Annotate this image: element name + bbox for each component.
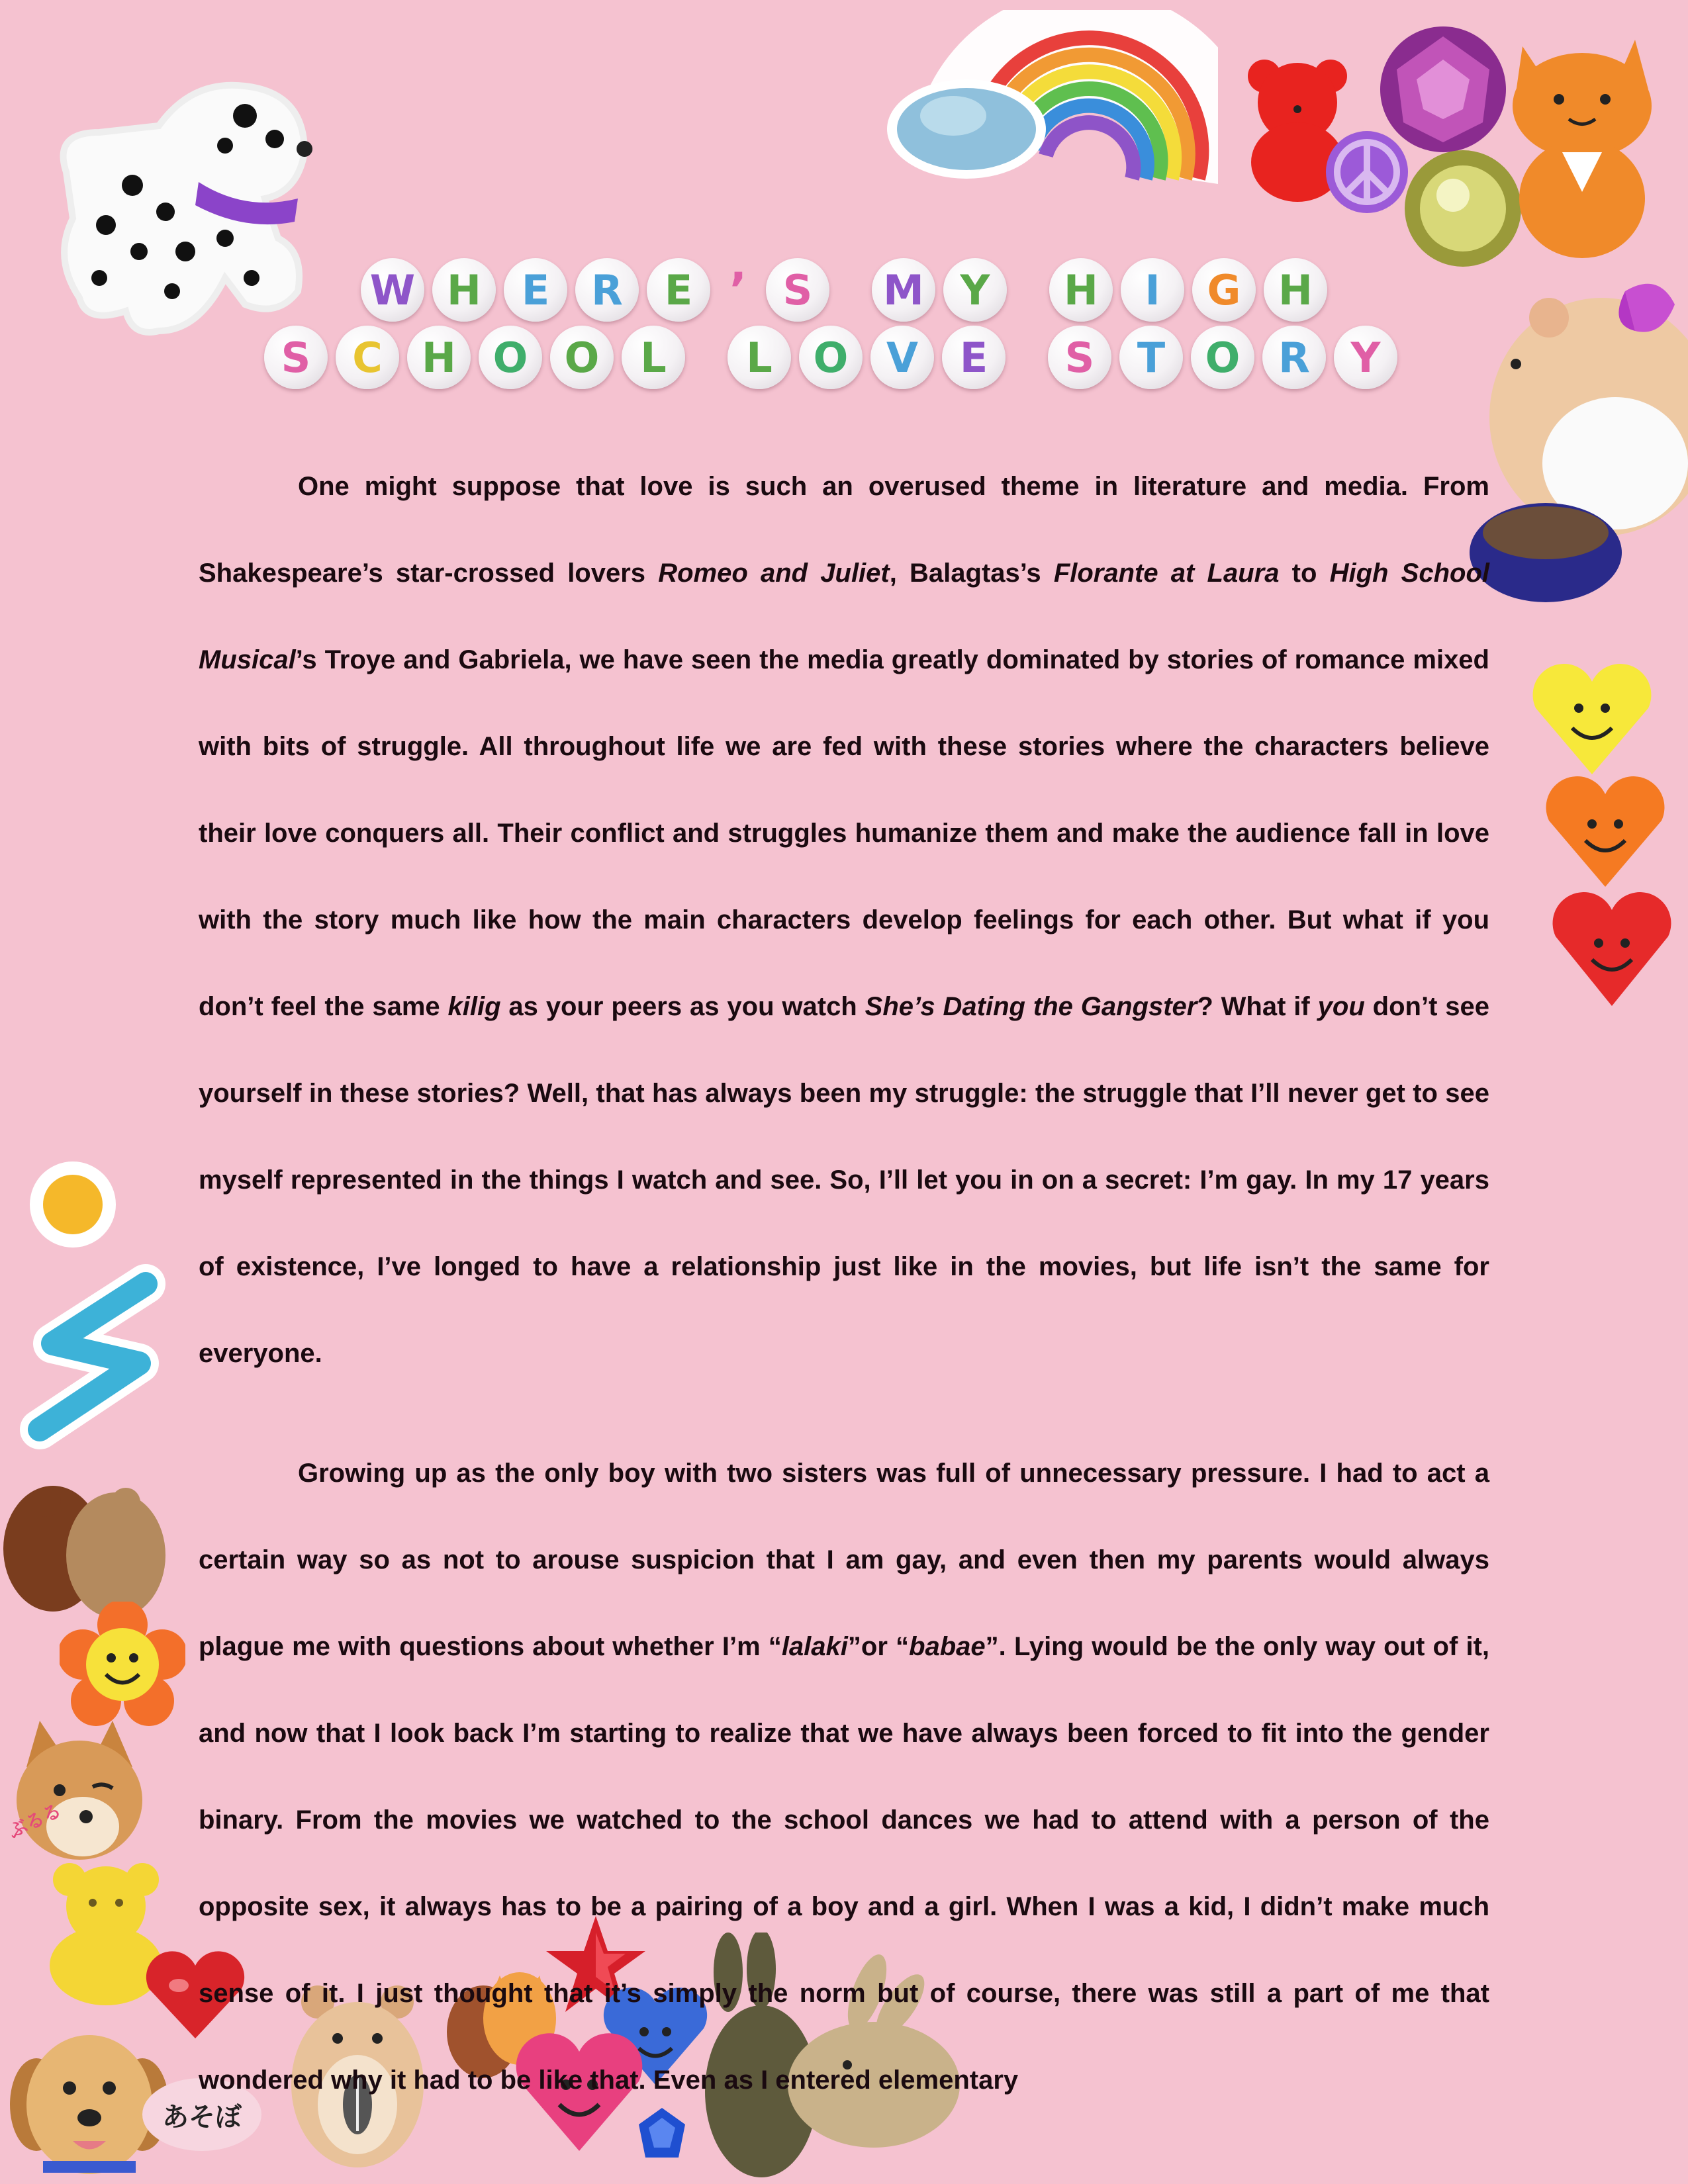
text-run: , Balagtas’s (889, 559, 1054, 588)
italic-word: lalaki (781, 1632, 848, 1661)
title-bead: M (872, 258, 935, 322)
title-bead: Y (1334, 326, 1397, 389)
title-space (1013, 326, 1040, 389)
title-bead: Y (943, 258, 1007, 322)
text-run: One might suppose that love is such an overused theme in literature and media. From Shakespeare’s star-crossed lovers (199, 472, 1489, 588)
blue-squiggle-icon (13, 1257, 179, 1456)
text-run: ”or “ (847, 1632, 910, 1661)
article-body (199, 443, 1489, 2124)
title-bead: V (870, 326, 934, 389)
shiba-caption: ぶるる (5, 1799, 65, 1843)
title-bead: S (1048, 326, 1111, 389)
italic-title: She’s Dating the Gangster (865, 992, 1197, 1021)
title-bead: O (1191, 326, 1254, 389)
text-run: ? What if (1197, 992, 1318, 1021)
title-bead: O (550, 326, 614, 389)
title-bead: O (479, 326, 542, 389)
shiba-sticker (0, 1707, 146, 1866)
title-bead: S (264, 326, 328, 389)
yellow-dot-icon (26, 1158, 119, 1251)
title-bead: O (799, 326, 863, 389)
title-bead: H (432, 258, 496, 322)
text-run: as your peers as you watch (500, 992, 865, 1021)
text-run: Growing up as the only boy with two sisters was full of unnecessary pressure. I had to act a certain way so as not to arouse suspicion that I am gay, and even then my parents would always plague me with questions about whether I’m “ (199, 1459, 1489, 1661)
title-bead: T (1119, 326, 1183, 389)
italic-title: Florante at Laura (1053, 559, 1280, 588)
title-bead: W (361, 258, 424, 322)
title-bead: ’ (729, 263, 747, 317)
title-bead: H (1049, 258, 1113, 322)
title-line-1 (0, 258, 1688, 322)
title-bead: E (647, 258, 710, 322)
title-bead: E (504, 258, 567, 322)
puppy-caption: あそぼ (162, 2101, 242, 2132)
text-run: ”. Lying would be the only way out of it, and now that I look back I’m starting to realize that we have always been forced to fit into the gender binary. From the movies we watched to the school dances we had to attend with a person of the opposite sex, it always has to be a pairing of a boy and a girl. When I was a kid, I didn’t make much sense of it. I just thought that it’s simply the norm but of course, there was still a part of me that wondered why it had to be like that. Even as I entered elementary (199, 1632, 1489, 2095)
title-space (1015, 258, 1041, 322)
title-line-2 (0, 326, 1688, 389)
paragraph-1 (199, 443, 1489, 1397)
title-space (837, 258, 864, 322)
red-heart-smiley-icon (1546, 880, 1678, 1013)
text-run: don’t see yourself in these stories? Well, that has always been my struggle: the struggle that I’ll never get to see myself represented in the things I watch and see. So, I’ll let you in on a secret: I’m gay. In my 17 years of existence, I’ve longed to have a relationship just like in the movies, but life isn’t the same for everyone. (199, 992, 1490, 1368)
title-bead: C (336, 326, 399, 389)
shiba-dog-icon (0, 1707, 146, 1866)
brown-bears-icon (0, 1469, 172, 1621)
italic-word: you (1317, 992, 1365, 1021)
title-bead: H (1264, 258, 1327, 322)
title-bead: I (1121, 258, 1184, 322)
title-bead: L (727, 326, 791, 389)
page-title (0, 258, 1688, 393)
title-bead: R (575, 258, 639, 322)
title-bead: G (1192, 258, 1256, 322)
rainbow-icon (874, 10, 1218, 235)
title-bead: R (1262, 326, 1326, 389)
text-run: to (1279, 559, 1330, 588)
title-bead: H (407, 326, 471, 389)
orange-heart-smiley-icon (1539, 768, 1671, 893)
title-bead: E (942, 326, 1006, 389)
title-space (693, 326, 720, 389)
italic-title: Romeo and Juliet (658, 559, 890, 588)
title-bead: L (622, 326, 685, 389)
paragraph-2 (199, 1430, 1489, 2124)
italic-word: kilig (447, 992, 501, 1021)
italic-title: High School Musical (199, 559, 1489, 674)
italic-word: babae (909, 1632, 986, 1661)
title-bead: S (766, 258, 829, 322)
orange-cat-icon (1503, 26, 1662, 258)
text-run: ’s Troye and Gabriela, we have seen the media greatly dominated by stories of romance mixed with bits of struggle. All throughout life we are fed with these stories where the characters believe their love conquers all. Their conflict and struggles humanize them and make the audience fall in love with the story much like how the main characters develop feelings for each other. But what if you don’t feel the same (199, 645, 1489, 1021)
yellow-heart-smiley-icon (1526, 655, 1658, 781)
